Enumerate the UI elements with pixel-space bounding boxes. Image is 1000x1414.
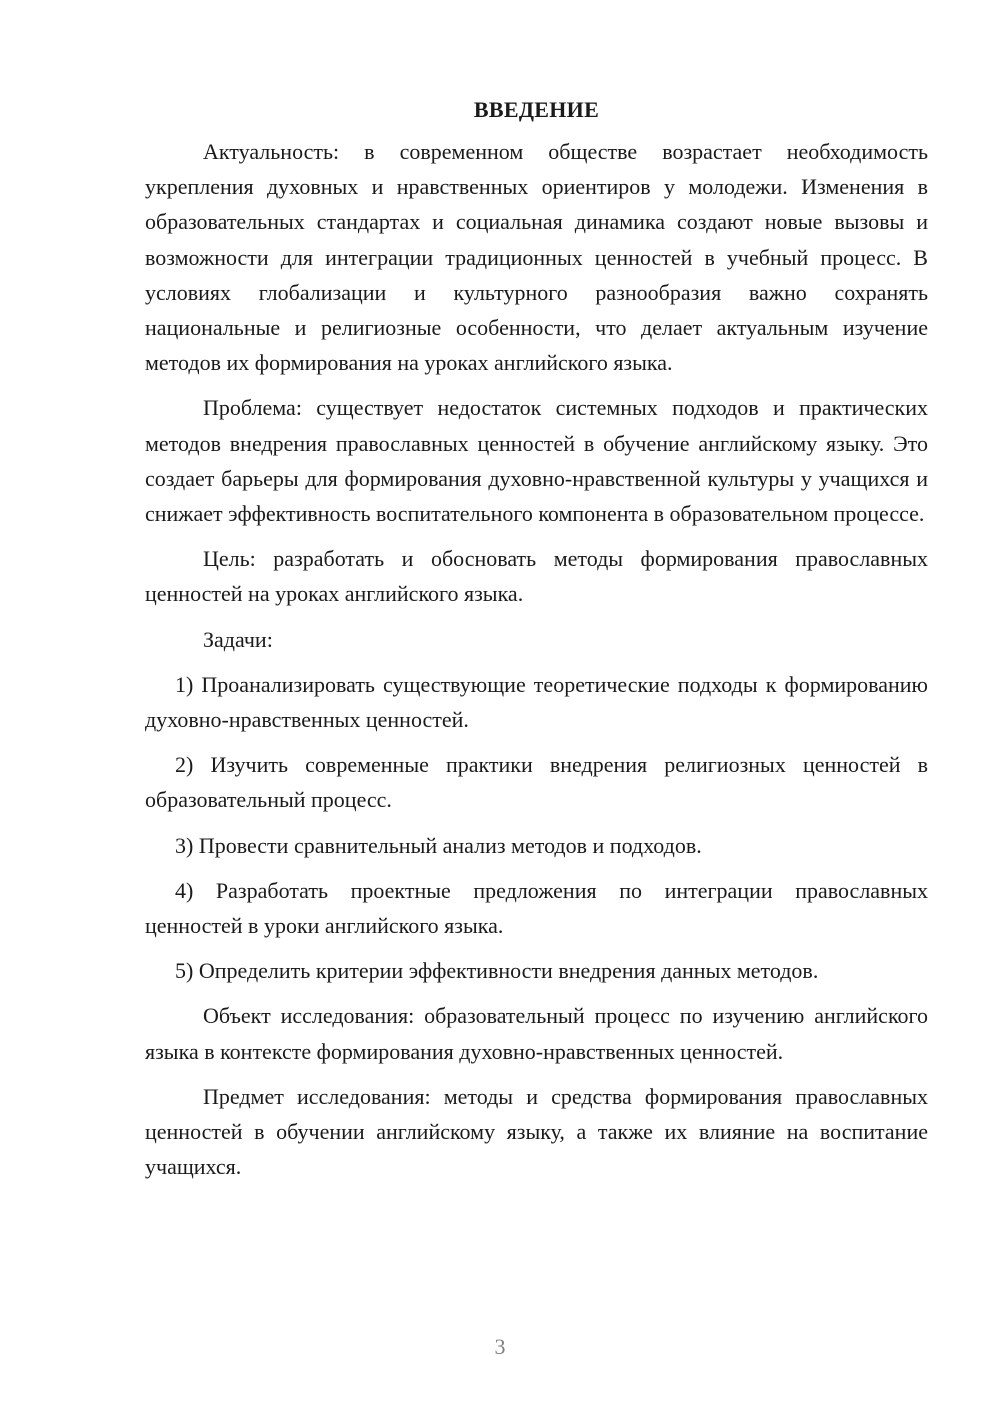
tasks-heading: Задачи: [203, 626, 273, 652]
paragraph-subject: Предмет исследования: методы и средства формирования православных ценностей в обучении английскому языку, а также их влияние на воспитание учащихся. [145, 1083, 928, 1180]
task-item-5: 5) Определить критерии эффективности внедрения данных методов. [175, 958, 819, 984]
task-item-2: 2) Изучить современные практики внедрения религиозных ценностей в образовательный процесс. [145, 752, 928, 813]
paragraph-object: Объект исследования: образовательный процесс по изучению английского языка в контексте формирования духовно-нравственных ценностей. [145, 1003, 928, 1064]
paragraph-relevance: Актуальность: в современном обществе возрастает необходимость укрепления духовных и нравственных ориентиров у молодежи. Изменения в образовательных стандартах и социальная динамика создают новые вызовы и возможности для интеграции традиционных ценностей в учебный процесс. В условиях глобализации и культурного разнообразия важно сохранять национальные и религиозные особенности, что делает актуальным изучение методов их формирования на уроках английского языка. [145, 139, 928, 376]
section-title: ВВЕДЕНИЕ [473, 97, 600, 122]
page-number: 3 [494, 1334, 506, 1359]
task-item-3: 3) Провести сравнительный анализ методов и подходов. [175, 832, 702, 858]
page-content [145, 92, 928, 1184]
paragraph-goal: Цель: разработать и обосновать методы формирования православных ценностей на уроках английского языка. [145, 546, 928, 607]
paragraph-problem: Проблема: существует недостаток системных подходов и практических методов внедрения православных ценностей в обучение английскому языку. Это создает барьеры для формирования духовно-нравственной культуры у учащихся и снижает эффективность воспитательного компонента в образовательном процессе. [145, 395, 928, 527]
task-item-1: 1) Проанализировать существующие теоретические подходы к формированию духовно-нравственных ценностей. [145, 671, 928, 733]
task-item-4: 4) Разработать проектные предложения по интеграции православных ценностей в уроки английского языка. [145, 877, 928, 939]
